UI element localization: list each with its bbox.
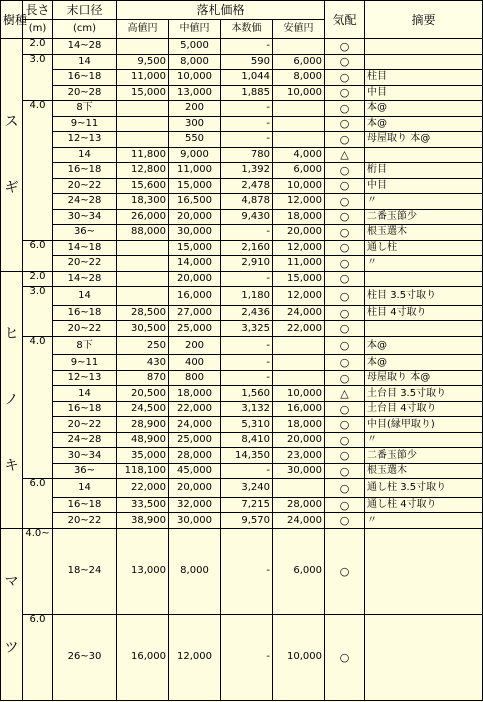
table-row xyxy=(1,401,483,417)
table-row xyxy=(1,163,483,179)
mode-cell: - xyxy=(221,39,273,55)
species-char: マ xyxy=(4,573,19,590)
mode-cell: - xyxy=(221,529,273,615)
diameter-cell: 16~18 xyxy=(53,497,117,513)
price-header: 落札価格 xyxy=(117,1,325,20)
mid-cell: 11,000 xyxy=(169,163,221,179)
note-cell: 柱目 3.5寸取り xyxy=(365,287,483,306)
high-cell xyxy=(117,39,169,55)
mid-price-header: 中値円 xyxy=(169,20,221,39)
mode-price-header: 本数価 xyxy=(221,20,273,39)
high-cell xyxy=(117,287,169,306)
diameter-cell: 18~24 xyxy=(53,529,117,615)
mood-cell: ○ xyxy=(325,178,365,194)
mode-cell: 2,160 xyxy=(221,240,273,256)
mood-cell: ○ xyxy=(325,401,365,417)
diameter-cell: 16~18 xyxy=(53,401,117,417)
high-cell: 38,900 xyxy=(117,513,169,529)
diameter-cell: 20~28 xyxy=(53,85,117,101)
length-cell: 4.0~ xyxy=(23,529,53,615)
mid-cell: 25,000 xyxy=(169,432,221,448)
length-cell: 4.0 xyxy=(23,101,53,241)
length-header: 長さ xyxy=(23,1,53,20)
mood-cell: ○ xyxy=(325,417,365,433)
note-cell: 〃 xyxy=(365,513,483,529)
table-row xyxy=(1,240,483,256)
mode-cell: - xyxy=(221,355,273,371)
high-cell: 12,800 xyxy=(117,163,169,179)
mode-cell: 1,560 xyxy=(221,386,273,402)
mood-cell: ○ xyxy=(325,463,365,479)
low-cell: 28,000 xyxy=(273,497,325,513)
diameter-cell: 14 xyxy=(53,54,117,70)
table-row xyxy=(1,497,483,513)
mid-cell: 200 xyxy=(169,336,221,355)
mode-cell: 1,044 xyxy=(221,70,273,86)
mode-cell: - xyxy=(221,336,273,355)
diameter-cell: 26~30 xyxy=(53,614,117,700)
diameter-cell: 14 xyxy=(53,147,117,163)
low-cell: 30,000 xyxy=(273,463,325,479)
mood-cell: ○ xyxy=(325,614,365,700)
mood-cell: ○ xyxy=(325,39,365,55)
mood-cell: ○ xyxy=(325,287,365,306)
mode-cell: 3,240 xyxy=(221,479,273,498)
mode-cell: 3,132 xyxy=(221,401,273,417)
low-cell: 24,000 xyxy=(273,513,325,529)
length-cell: 6.0 xyxy=(23,614,53,700)
mid-cell: 5,000 xyxy=(169,39,221,55)
table-row xyxy=(1,321,483,337)
high-cell: 30,500 xyxy=(117,321,169,337)
high-cell: 118,100 xyxy=(117,463,169,479)
mood-cell: ○ xyxy=(325,305,365,321)
note-cell: 根玉選木 xyxy=(365,463,483,479)
table-row xyxy=(1,305,483,321)
high-cell: 28,900 xyxy=(117,417,169,433)
table-row xyxy=(1,614,483,700)
diameter-unit: (cm) xyxy=(53,20,117,39)
high-cell: 35,000 xyxy=(117,448,169,464)
table-row xyxy=(1,256,483,272)
table-row xyxy=(1,39,483,55)
note-cell: 通し柱 4寸取り xyxy=(365,497,483,513)
low-cell xyxy=(273,132,325,148)
mode-cell: 1,392 xyxy=(221,163,273,179)
high-cell: 15,000 xyxy=(117,85,169,101)
diameter-cell: 36~ xyxy=(53,225,117,241)
note-cell: 土台目 3.5寸取り xyxy=(365,386,483,402)
low-cell: 16,000 xyxy=(273,401,325,417)
low-cell: 18,000 xyxy=(273,417,325,433)
high-cell: 11,000 xyxy=(117,70,169,86)
diameter-cell: 14~18 xyxy=(53,240,117,256)
low-cell: 6,000 xyxy=(273,529,325,615)
low-cell xyxy=(273,370,325,386)
diameter-cell: 16~18 xyxy=(53,305,117,321)
note-cell xyxy=(365,614,483,700)
mode-cell: 4,878 xyxy=(221,194,273,210)
low-cell: 6,000 xyxy=(273,54,325,70)
diameter-cell: 14~28 xyxy=(53,271,117,287)
length-cell: 3.0 xyxy=(23,54,53,101)
mood-cell: ○ xyxy=(325,513,365,529)
mid-cell: 12,000 xyxy=(169,614,221,700)
mood-cell: ○ xyxy=(325,336,365,355)
table-row xyxy=(1,336,483,355)
mid-cell: 16,000 xyxy=(169,287,221,306)
mid-cell: 20,000 xyxy=(169,209,221,225)
mode-cell: - xyxy=(221,370,273,386)
mid-cell: 27,000 xyxy=(169,305,221,321)
mid-cell: 10,000 xyxy=(169,70,221,86)
mid-cell: 8,000 xyxy=(169,529,221,615)
high-cell: 22,000 xyxy=(117,479,169,498)
mid-cell: 16,500 xyxy=(169,194,221,210)
table-row xyxy=(1,529,483,615)
note-cell: 桁目 xyxy=(365,163,483,179)
note-cell: 本@ xyxy=(365,101,483,117)
mood-cell: ○ xyxy=(325,256,365,272)
mid-cell: 45,000 xyxy=(169,463,221,479)
table-row xyxy=(1,513,483,529)
high-cell xyxy=(117,271,169,287)
diameter-cell: 20~22 xyxy=(53,513,117,529)
species-name xyxy=(1,529,23,701)
mode-cell: 7,215 xyxy=(221,497,273,513)
diameter-header: 末口径 xyxy=(53,1,117,20)
mood-cell: ○ xyxy=(325,54,365,70)
mood-cell: ○ xyxy=(325,529,365,615)
high-cell xyxy=(117,101,169,117)
mid-cell: 20,000 xyxy=(169,479,221,498)
low-cell xyxy=(273,101,325,117)
note-cell: 本@ xyxy=(365,116,483,132)
notes-header: 摘要 xyxy=(365,1,483,39)
mid-cell: 30,000 xyxy=(169,225,221,241)
note-cell: 通し柱 3.5寸取り xyxy=(365,479,483,498)
low-cell: 20,000 xyxy=(273,432,325,448)
high-cell: 28,500 xyxy=(117,305,169,321)
mode-cell: 590 xyxy=(221,54,273,70)
mood-cell: ○ xyxy=(325,70,365,86)
diameter-cell: 20~22 xyxy=(53,417,117,433)
mood-header: 気配 xyxy=(325,1,365,39)
length-cell: 6.0 xyxy=(23,240,53,271)
low-cell: 10,000 xyxy=(273,614,325,700)
mode-cell: - xyxy=(221,101,273,117)
table-row xyxy=(1,370,483,386)
species-name xyxy=(1,39,23,272)
mood-cell: △ xyxy=(325,386,365,402)
table-row xyxy=(1,116,483,132)
mode-cell: 9,570 xyxy=(221,513,273,529)
table-row xyxy=(1,147,483,163)
low-cell: 12,000 xyxy=(273,287,325,306)
high-cell: 24,500 xyxy=(117,401,169,417)
table-body xyxy=(1,39,483,701)
species-char: ス xyxy=(4,113,19,130)
low-cell: 10,000 xyxy=(273,178,325,194)
note-cell: 中目 xyxy=(365,178,483,194)
note-cell: 土台目 4寸取り xyxy=(365,401,483,417)
note-cell: 中目(縁甲取り) xyxy=(365,417,483,433)
diameter-cell: 12~13 xyxy=(53,132,117,148)
diameter-cell: 24~28 xyxy=(53,432,117,448)
high-cell: 430 xyxy=(117,355,169,371)
mid-cell: 15,000 xyxy=(169,178,221,194)
high-cell xyxy=(117,116,169,132)
mid-cell: 15,000 xyxy=(169,240,221,256)
table-row xyxy=(1,417,483,433)
high-cell: 15,600 xyxy=(117,178,169,194)
diameter-cell: 30~34 xyxy=(53,209,117,225)
length-unit: (m) xyxy=(23,20,53,39)
mid-cell: 8,000 xyxy=(169,54,221,70)
mid-cell: 25,000 xyxy=(169,321,221,337)
mode-cell: 8,410 xyxy=(221,432,273,448)
mid-cell: 24,000 xyxy=(169,417,221,433)
note-cell xyxy=(365,147,483,163)
mood-cell: ○ xyxy=(325,163,365,179)
low-cell: 10,000 xyxy=(273,85,325,101)
low-cell xyxy=(273,39,325,55)
mid-cell: 550 xyxy=(169,132,221,148)
high-cell: 48,900 xyxy=(117,432,169,448)
diameter-cell: 20~22 xyxy=(53,178,117,194)
note-cell: 本@ xyxy=(365,355,483,371)
table-row xyxy=(1,432,483,448)
mid-cell: 32,000 xyxy=(169,497,221,513)
table-row xyxy=(1,479,483,498)
mode-cell: 1,180 xyxy=(221,287,273,306)
low-cell: 18,000 xyxy=(273,209,325,225)
mid-cell: 400 xyxy=(169,355,221,371)
high-cell: 88,000 xyxy=(117,225,169,241)
mood-cell: ○ xyxy=(325,194,365,210)
species-char: ノ xyxy=(4,391,19,408)
low-cell xyxy=(273,355,325,371)
diameter-cell: 8下 xyxy=(53,101,117,117)
diameter-cell: 30~34 xyxy=(53,448,117,464)
species-char: ツ xyxy=(4,639,19,656)
note-cell: 柱目 4寸取り xyxy=(365,305,483,321)
diameter-cell: 16~18 xyxy=(53,163,117,179)
diameter-cell: 20~22 xyxy=(53,321,117,337)
mid-cell: 13,000 xyxy=(169,85,221,101)
table-row xyxy=(1,101,483,117)
high-cell: 20,500 xyxy=(117,386,169,402)
table-row xyxy=(1,178,483,194)
mood-cell: ○ xyxy=(325,116,365,132)
table-row xyxy=(1,70,483,86)
high-cell: 9,500 xyxy=(117,54,169,70)
note-cell xyxy=(365,321,483,337)
low-cell: 6,000 xyxy=(273,163,325,179)
mid-cell: 30,000 xyxy=(169,513,221,529)
note-cell xyxy=(365,54,483,70)
note-cell: 本@ xyxy=(365,336,483,355)
low-cell: 11,000 xyxy=(273,256,325,272)
mode-cell: - xyxy=(221,271,273,287)
table-row xyxy=(1,132,483,148)
table-row xyxy=(1,85,483,101)
high-cell: 16,000 xyxy=(117,614,169,700)
high-cell: 250 xyxy=(117,336,169,355)
mid-cell: 14,000 xyxy=(169,256,221,272)
low-cell: 23,000 xyxy=(273,448,325,464)
low-cell xyxy=(273,479,325,498)
mood-cell: ○ xyxy=(325,132,365,148)
note-cell: 母屋取り 本@ xyxy=(365,132,483,148)
note-cell: 通し柱 xyxy=(365,240,483,256)
mode-cell: 5,310 xyxy=(221,417,273,433)
diameter-cell: 14 xyxy=(53,287,117,306)
mid-cell: 200 xyxy=(169,101,221,117)
mid-cell: 9,000 xyxy=(169,147,221,163)
table-row xyxy=(1,463,483,479)
low-cell: 15,000 xyxy=(273,271,325,287)
mood-cell: ○ xyxy=(325,497,365,513)
mood-cell: ○ xyxy=(325,479,365,498)
mode-cell: - xyxy=(221,225,273,241)
table-row xyxy=(1,209,483,225)
length-cell: 6.0 xyxy=(23,479,53,529)
mode-cell: - xyxy=(221,463,273,479)
high-cell: 870 xyxy=(117,370,169,386)
diameter-cell: 14~28 xyxy=(53,39,117,55)
mode-cell: 2,436 xyxy=(221,305,273,321)
mood-cell: ○ xyxy=(325,321,365,337)
table-row xyxy=(1,287,483,306)
mood-cell: ○ xyxy=(325,101,365,117)
low-price-header: 安値円 xyxy=(273,20,325,39)
low-cell: 12,000 xyxy=(273,194,325,210)
mid-cell: 18,000 xyxy=(169,386,221,402)
high-cell xyxy=(117,240,169,256)
high-cell xyxy=(117,132,169,148)
mid-cell: 20,000 xyxy=(169,271,221,287)
note-cell: 中目 xyxy=(365,85,483,101)
species-char: ギ xyxy=(4,179,19,196)
length-cell: 3.0 xyxy=(23,287,53,337)
mood-cell: ○ xyxy=(325,448,365,464)
note-cell: 〃 xyxy=(365,432,483,448)
low-cell: 10,000 xyxy=(273,386,325,402)
note-cell: 〃 xyxy=(365,256,483,272)
species-char: キ xyxy=(4,457,19,474)
mode-cell: 2,478 xyxy=(221,178,273,194)
note-cell: 〃 xyxy=(365,194,483,210)
diameter-cell: 14 xyxy=(53,386,117,402)
high-cell: 13,000 xyxy=(117,529,169,615)
mood-cell: △ xyxy=(325,147,365,163)
table-row xyxy=(1,355,483,371)
high-cell: 18,300 xyxy=(117,194,169,210)
low-cell: 24,000 xyxy=(273,305,325,321)
table-row xyxy=(1,194,483,210)
mid-cell: 22,000 xyxy=(169,401,221,417)
low-cell: 20,000 xyxy=(273,225,325,241)
mode-cell: 2,910 xyxy=(221,256,273,272)
mood-cell: ○ xyxy=(325,370,365,386)
species-header: 樹種 xyxy=(1,1,23,39)
mode-cell: 3,325 xyxy=(221,321,273,337)
mid-cell: 800 xyxy=(169,370,221,386)
note-cell xyxy=(365,39,483,55)
mode-cell: 1,885 xyxy=(221,85,273,101)
diameter-cell: 24~28 xyxy=(53,194,117,210)
mood-cell: ○ xyxy=(325,240,365,256)
note-cell: 二番玉節少 xyxy=(365,448,483,464)
species-name xyxy=(1,271,23,528)
mode-cell: - xyxy=(221,116,273,132)
table-header xyxy=(1,1,483,39)
table-row xyxy=(1,448,483,464)
mid-cell: 28,000 xyxy=(169,448,221,464)
low-cell xyxy=(273,116,325,132)
note-cell xyxy=(365,529,483,615)
high-cell xyxy=(117,256,169,272)
length-cell: 2.0 xyxy=(23,271,53,287)
table-row xyxy=(1,225,483,241)
diameter-cell: 16~18 xyxy=(53,70,117,86)
note-cell xyxy=(365,271,483,287)
diameter-cell: 20~22 xyxy=(53,256,117,272)
mode-cell: 780 xyxy=(221,147,273,163)
note-cell: 二番玉節少 xyxy=(365,209,483,225)
diameter-cell: 12~13 xyxy=(53,370,117,386)
length-cell: 4.0 xyxy=(23,336,53,479)
note-cell: 母屋取り 本@ xyxy=(365,370,483,386)
high-cell: 11,800 xyxy=(117,147,169,163)
table-row xyxy=(1,271,483,287)
diameter-cell: 36~ xyxy=(53,463,117,479)
mode-cell: 9,430 xyxy=(221,209,273,225)
diameter-cell: 9~11 xyxy=(53,116,117,132)
high-price-header: 高値円 xyxy=(117,20,169,39)
mode-cell: - xyxy=(221,132,273,148)
mood-cell: ○ xyxy=(325,355,365,371)
mood-cell: ○ xyxy=(325,225,365,241)
high-cell: 33,500 xyxy=(117,497,169,513)
low-cell: 4,000 xyxy=(273,147,325,163)
diameter-cell: 14 xyxy=(53,479,117,498)
high-cell: 26,000 xyxy=(117,209,169,225)
mood-cell: ○ xyxy=(325,85,365,101)
mode-cell: 14,350 xyxy=(221,448,273,464)
species-char: ヒ xyxy=(4,325,19,342)
mood-cell: ○ xyxy=(325,209,365,225)
low-cell: 8,000 xyxy=(273,70,325,86)
diameter-cell: 9~11 xyxy=(53,355,117,371)
length-cell: 2.0 xyxy=(23,39,53,55)
mood-cell: ○ xyxy=(325,432,365,448)
table-row xyxy=(1,54,483,70)
note-cell: 柱目 xyxy=(365,70,483,86)
mood-cell: ○ xyxy=(325,271,365,287)
low-cell: 12,000 xyxy=(273,240,325,256)
low-cell: 22,000 xyxy=(273,321,325,337)
table-row xyxy=(1,386,483,402)
mode-cell: - xyxy=(221,614,273,700)
mid-cell: 300 xyxy=(169,116,221,132)
diameter-cell: 8下 xyxy=(53,336,117,355)
low-cell xyxy=(273,336,325,355)
note-cell: 根玉選木 xyxy=(365,225,483,241)
